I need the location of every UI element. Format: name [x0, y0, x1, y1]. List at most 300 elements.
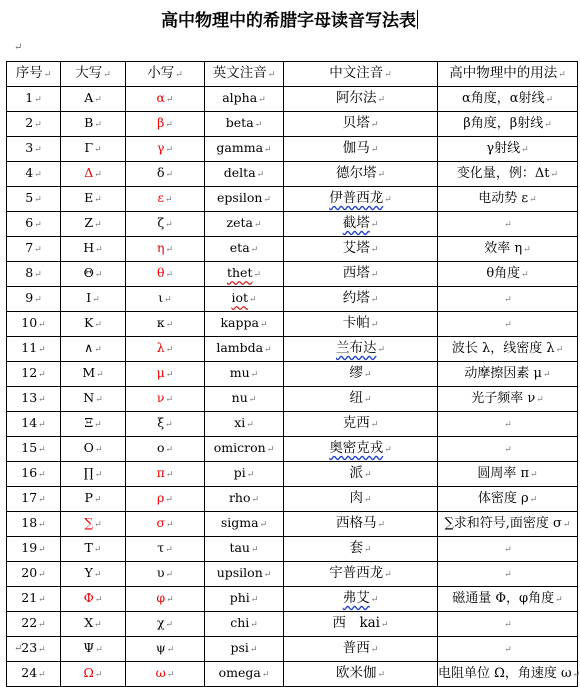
cell-number: [7, 512, 61, 537]
table-row: [7, 537, 578, 562]
cell-paragraph-mark: ↵: [264, 345, 272, 355]
cell-usage: [438, 487, 578, 512]
cell-lowercase: [126, 437, 205, 462]
text-cursor: [417, 10, 418, 29]
paragraph-mark: ↵: [14, 42, 23, 53]
cell-usage: [438, 437, 578, 462]
cell-usage: [438, 587, 578, 612]
cell-english-text: zeta: [226, 215, 253, 230]
cell-paragraph-mark: ↵: [94, 195, 102, 205]
cell-number: [7, 487, 61, 512]
cell-lowercase: [126, 287, 205, 312]
cell-chinese-text: 普西: [342, 640, 370, 656]
cell-paragraph-mark: ↵: [94, 345, 102, 355]
cell-chinese: [284, 87, 438, 112]
cell-uppercase-text: ∑: [84, 515, 94, 530]
cell-number: [7, 137, 61, 162]
cell-english-text: chi: [230, 615, 250, 630]
cell-english: [205, 412, 284, 437]
cell-number: [7, 287, 61, 312]
table-row: [7, 137, 578, 162]
table-row: [7, 187, 578, 212]
table-row: [7, 87, 578, 112]
table-row: [7, 287, 578, 312]
cell-english: [205, 387, 284, 412]
cell-english-text: rho: [228, 490, 251, 505]
cell-lowercase: [126, 87, 205, 112]
cell-number: [7, 112, 61, 137]
cell-lowercase-text: φ: [156, 590, 166, 605]
cell-paragraph-mark: ↵: [94, 595, 103, 605]
cell-lowercase-text: λ: [156, 340, 165, 355]
cell-chinese: [284, 312, 438, 337]
cell-paragraph-mark: ↵: [38, 445, 46, 455]
table-row: [7, 362, 578, 387]
cell-lowercase-text: χ: [156, 615, 165, 630]
cell-paragraph-mark: ↵: [504, 569, 512, 580]
cell-paragraph-mark: ↵: [94, 95, 102, 105]
cell-lowercase: [126, 262, 205, 287]
cell-number-text: 3: [25, 140, 34, 155]
cell-uppercase: [61, 512, 126, 537]
cell-paragraph-mark: ↵: [165, 120, 173, 130]
cell-chinese-text: 约塔: [342, 290, 370, 306]
cell-paragraph-mark: ↵: [377, 170, 386, 180]
cell-uppercase: [61, 212, 126, 237]
cell-paragraph-mark: ↵: [363, 370, 372, 380]
cell-english: [205, 362, 284, 387]
cell-usage-text: 光子频率 ν: [471, 390, 536, 406]
cell-number: [7, 262, 61, 287]
cell-uppercase-text: Ψ: [83, 640, 95, 655]
cell-paragraph-mark: ↵: [34, 95, 42, 105]
cell-number-text: 16: [21, 465, 38, 480]
cell-english-text: alpha: [222, 90, 258, 105]
cell-english: [205, 112, 284, 137]
cell-english: [205, 462, 284, 487]
cell-paragraph-mark: ↵: [92, 295, 100, 305]
cell-lowercase: [126, 587, 205, 612]
cell-paragraph-mark: ↵: [95, 395, 103, 405]
cell-number-text: 10: [21, 315, 38, 330]
cell-paragraph-mark: ↵: [544, 119, 552, 130]
cell-paragraph-mark: ↵: [165, 370, 174, 380]
cell-english: [205, 137, 284, 162]
cell-usage-text: 效率 η: [484, 240, 523, 256]
cell-uppercase-text: ∏: [83, 465, 94, 480]
cell-paragraph-mark: ↵: [93, 495, 102, 505]
cell-usage: [438, 662, 578, 687]
cell-lowercase: [126, 212, 205, 237]
cell-lowercase: [126, 387, 205, 412]
cell-english: [205, 262, 284, 287]
table-row: [7, 562, 578, 587]
cell-english: [205, 212, 284, 237]
cell-number: [7, 187, 61, 212]
cell-paragraph-mark: ↵: [562, 519, 571, 530]
cell-paragraph-mark: ↵: [504, 419, 512, 430]
cell-lowercase-text: ι: [158, 290, 164, 305]
cell-paragraph-mark: ↵: [266, 445, 275, 455]
cell-paragraph-mark: ↵: [249, 295, 257, 305]
cell-paragraph-mark: ↵: [248, 395, 257, 405]
cell-english-text: pi: [233, 465, 246, 480]
cell-paragraph-mark: ↵: [165, 445, 174, 455]
cell-paragraph-mark: ↵: [263, 195, 271, 205]
cell-number: [7, 662, 61, 687]
cell-usage: [438, 462, 578, 487]
cell-lowercase: [126, 512, 205, 537]
cell-number-text: 13: [21, 390, 38, 405]
cell-lowercase: [126, 637, 205, 662]
cell-uppercase: [61, 612, 126, 637]
cell-english: [205, 312, 284, 337]
cell-paragraph-mark: ↵: [165, 220, 173, 230]
cell-paragraph-mark: ↵: [536, 394, 544, 405]
cell-paragraph-mark: ↵: [165, 395, 174, 405]
cell-paragraph-mark: ↵: [253, 270, 262, 280]
cell-lowercase-text: ξ: [157, 415, 165, 430]
cell-lowercase-text: τ: [157, 540, 165, 555]
cell-usage-text: θ角度: [486, 265, 521, 281]
cell-english: [205, 562, 284, 587]
cell-paragraph-mark: ↵: [38, 345, 46, 355]
cell-paragraph-mark: ↵: [94, 670, 103, 680]
cell-number: [7, 312, 61, 337]
cell-usage: [438, 637, 578, 662]
cell-number-text: 4: [25, 165, 34, 180]
cell-chinese: [284, 337, 438, 362]
table-row: [7, 262, 578, 287]
cell-paragraph-mark: ↵: [165, 345, 174, 355]
cell-number-text: 2: [25, 115, 34, 130]
cell-number-text: 19: [21, 540, 38, 555]
cell-paragraph-mark: ↵: [381, 620, 389, 630]
cell-lowercase-text: σ: [156, 515, 165, 530]
cell-paragraph-mark: ↵: [256, 170, 265, 180]
table-row: [7, 437, 578, 462]
cell-english: [205, 487, 284, 512]
cell-number-text: 14: [21, 415, 38, 430]
cell-uppercase-text: Υ: [84, 565, 93, 580]
cell-paragraph-mark: ↵: [34, 270, 42, 280]
cell-number-text: 18: [21, 515, 38, 530]
header-cell-upper: 大写↵: [61, 62, 126, 87]
cell-english: [205, 287, 284, 312]
cell-chinese: [284, 212, 438, 237]
cell-usage-text: β角度，β射线: [463, 115, 544, 131]
cell-number-text: 20: [21, 565, 38, 580]
cell-chinese: [284, 537, 438, 562]
cell-uppercase: [61, 362, 126, 387]
cell-uppercase-text: Β: [84, 115, 94, 130]
cell-paragraph-mark: ↵: [95, 245, 103, 255]
cell-paragraph-mark: ↵: [261, 670, 270, 680]
cell-lowercase-text: β: [157, 115, 165, 130]
cell-paragraph-mark: ↵: [370, 295, 379, 305]
cell-usage: [438, 387, 578, 412]
cell-paragraph-mark: ↵: [96, 370, 104, 380]
cell-chinese: [284, 512, 438, 537]
cell-paragraph-mark: ↵: [259, 320, 268, 330]
cell-uppercase-text: Ξ: [84, 415, 94, 430]
table-row: [7, 337, 578, 362]
cell-paragraph-mark: ↵: [253, 220, 262, 230]
cell-chinese-text: 西塔: [342, 265, 370, 281]
cell-chinese: [284, 562, 438, 587]
cell-paragraph-mark: ↵: [165, 495, 173, 505]
cell-chinese-text: 兰布达: [335, 340, 377, 356]
cell-uppercase-text: Α: [84, 90, 94, 105]
cell-paragraph-mark: ↵: [377, 520, 386, 530]
cell-chinese: [284, 262, 438, 287]
cell-paragraph-mark: ↵: [38, 570, 46, 580]
cell-uppercase: [61, 412, 126, 437]
cell-number: [7, 462, 61, 487]
cell-paragraph-mark: ↵: [94, 470, 103, 480]
cell-paragraph-mark: ↵: [363, 395, 372, 405]
cell-english-text: mu: [229, 365, 250, 380]
cell-paragraph-mark: ↵: [38, 495, 46, 505]
cell-uppercase: [61, 137, 126, 162]
cell-chinese: [284, 412, 438, 437]
cell-chinese-text: 套: [349, 540, 363, 556]
cell-chinese: [284, 237, 438, 262]
cell-uppercase: [61, 337, 126, 362]
cell-paragraph-mark: ↵: [94, 270, 103, 280]
cell-paragraph-mark: ↵: [165, 95, 174, 105]
cell-usage: [438, 212, 578, 237]
cell-paragraph-mark: ↵: [34, 170, 42, 180]
cell-usage: [438, 337, 578, 362]
cell-usage-text: ∑求和符号,面密度 σ: [444, 515, 562, 531]
cell-paragraph-mark: ↵: [370, 270, 379, 280]
cell-chinese: [284, 112, 438, 137]
cell-uppercase-text: Ω: [83, 665, 94, 680]
cell-paragraph-mark: ↵: [38, 370, 46, 380]
cell-uppercase-text: Μ: [82, 365, 96, 380]
cell-chinese-text: 纽: [349, 390, 363, 406]
cell-paragraph-mark: ↵: [93, 570, 102, 580]
cell-paragraph-mark: ↵: [370, 420, 379, 430]
cell-number-text: 1: [25, 90, 34, 105]
cell-paragraph-mark: ↵: [543, 369, 551, 380]
table-row: [7, 387, 578, 412]
table-row: [7, 587, 578, 612]
cell-number-text: 11: [21, 340, 38, 355]
cell-paragraph-mark: ↵: [363, 495, 372, 505]
cell-lowercase: [126, 337, 205, 362]
table-row: [7, 612, 578, 637]
cell-lowercase-text: ο: [156, 440, 165, 455]
cell-usage: [438, 162, 578, 187]
cell-uppercase: [61, 537, 126, 562]
cell-paragraph-mark: ↵: [521, 144, 529, 155]
cell-paragraph-mark: ↵: [530, 469, 538, 480]
cell-uppercase-text: Δ: [84, 165, 94, 180]
cell-lowercase: [126, 162, 205, 187]
cell-usage: [438, 287, 578, 312]
cell-paragraph-mark: ↵: [377, 670, 386, 680]
cell-paragraph-mark: ↵: [264, 145, 272, 155]
cell-chinese-text: 缪: [349, 365, 363, 381]
cell-english: [205, 587, 284, 612]
cell-usage: [438, 362, 578, 387]
greek-letter-table: [6, 61, 578, 687]
cell-chinese-text: 德尔塔: [335, 165, 377, 181]
cell-chinese: [284, 437, 438, 462]
cell-number: [7, 87, 61, 112]
cell-paragraph-mark: ↵: [504, 319, 512, 330]
cell-chinese-text: 派: [349, 465, 363, 481]
header-cell-english: 英文注音↵: [205, 62, 284, 87]
cell-usage-text: α角度，α射线: [461, 90, 545, 106]
cell-lowercase: [126, 312, 205, 337]
cell-uppercase: [61, 312, 126, 337]
cell-paragraph-mark: ↵: [250, 595, 259, 605]
cell-number-text: 7: [25, 240, 34, 255]
cell-paragraph-mark: ↵: [165, 620, 174, 630]
cell-paragraph-mark: ↵: [165, 545, 173, 555]
cell-paragraph-mark: ↵: [550, 169, 559, 180]
cell-paragraph-mark: ↵: [94, 120, 102, 130]
cell-paragraph-mark: ↵: [250, 245, 259, 255]
cell-lowercase: [126, 237, 205, 262]
cell-number: [7, 337, 61, 362]
cell-paragraph-mark: ↵: [34, 145, 42, 155]
cell-english-text: delta: [223, 165, 256, 180]
cell-chinese: [284, 587, 438, 612]
cell-lowercase: [126, 612, 205, 637]
cell-uppercase-text: Θ: [83, 265, 94, 280]
cell-paragraph-mark: ↵: [164, 295, 172, 305]
cell-usage: [438, 512, 578, 537]
cell-paragraph-mark: ↵: [166, 595, 174, 605]
cell-lowercase-text: θ: [156, 265, 165, 280]
cell-paragraph-mark: ↵: [246, 420, 254, 430]
cell-paragraph-mark: ↵: [504, 294, 512, 305]
cell-paragraph-mark: ↵: [94, 620, 102, 630]
cell-uppercase: [61, 562, 126, 587]
cell-paragraph-mark: ↵: [38, 470, 46, 480]
cell-paragraph-mark: ↵: [38, 420, 46, 430]
cell-paragraph-mark: ↵: [94, 145, 102, 155]
cell-uppercase: [61, 462, 126, 487]
cell-usage: [438, 112, 578, 137]
cell-usage-text: γ射线: [486, 140, 521, 156]
cell-english-text: nu: [231, 390, 248, 405]
cell-lowercase: [126, 487, 205, 512]
cell-paragraph-mark: ↵: [38, 670, 46, 680]
cell-paragraph-mark: ↵: [94, 170, 102, 180]
cell-english-text: xi: [234, 415, 246, 430]
cell-lowercase-text: ψ: [155, 640, 166, 655]
cell-chinese: [284, 637, 438, 662]
cell-lowercase-text: γ: [156, 140, 165, 155]
cell-paragraph-mark: ↵: [555, 344, 564, 355]
cell-chinese-text: 克西: [342, 415, 370, 431]
cell-number: [7, 362, 61, 387]
cell-paragraph-mark: ↵: [258, 95, 266, 105]
cell-chinese: [284, 387, 438, 412]
cell-lowercase: [126, 362, 205, 387]
cell-uppercase: [61, 162, 126, 187]
cell-paragraph-mark: ↵: [166, 645, 175, 655]
header-cell-no: 序号↵: [7, 62, 61, 87]
cell-paragraph-mark: ↵: [165, 570, 174, 580]
cell-paragraph-mark: ↵: [370, 145, 379, 155]
cell-uppercase-text: Ε: [84, 190, 94, 205]
cell-english-text: gamma: [216, 140, 264, 155]
cell-english-text: tau: [229, 540, 250, 555]
cell-english-text: omicron: [213, 440, 266, 455]
cell-paragraph-mark: ↵: [370, 245, 379, 255]
cell-english-text: upsilon: [216, 565, 263, 580]
cell-uppercase-text: Τ: [84, 540, 93, 555]
cell-usage-text: 圆周率 π: [477, 465, 530, 481]
cell-paragraph-mark: ↵: [166, 670, 175, 680]
cell-usage: [438, 87, 578, 112]
cell-paragraph-mark: ↵: [504, 444, 512, 455]
cell-usage: [438, 137, 578, 162]
cell-uppercase: [61, 662, 126, 687]
cell-chinese-text: 艾塔: [342, 240, 370, 256]
cell-number-text: 9: [25, 290, 34, 305]
cell-paragraph-mark: ↵: [93, 545, 102, 555]
cell-lowercase: [126, 537, 205, 562]
cell-paragraph-mark: ↵: [529, 194, 537, 205]
cell-lowercase-text: δ: [156, 165, 165, 180]
cell-usage: [438, 562, 578, 587]
cell-chinese-text: 伽马: [342, 140, 370, 156]
cell-usage: [438, 412, 578, 437]
cell-chinese: [284, 612, 438, 637]
cell-paragraph-mark: ↵: [95, 645, 103, 655]
header-cell-lower: 小写↵: [126, 62, 205, 87]
cell-english: [205, 187, 284, 212]
cell-paragraph-mark: ↵: [34, 245, 42, 255]
cell-english-text: epsilon: [217, 190, 263, 205]
cell-paragraph-mark: ↵: [504, 644, 512, 655]
cell-lowercase-text: ν: [156, 390, 165, 405]
cell-number: [7, 612, 61, 637]
cell-english: [205, 337, 284, 362]
cell-chinese: [284, 137, 438, 162]
table-row: [7, 512, 578, 537]
table-row: [7, 662, 578, 687]
cell-uppercase: [61, 287, 126, 312]
cell-uppercase: [61, 637, 126, 662]
cell-uppercase: [61, 112, 126, 137]
table-row: [7, 637, 578, 662]
cell-usage: [438, 237, 578, 262]
cell-paragraph-mark: ↵: [529, 494, 538, 505]
cell-paragraph-mark: ↵: [377, 345, 386, 355]
cell-paragraph-mark: ↵: [370, 645, 379, 655]
cell-paragraph-mark: ↵: [545, 94, 554, 105]
cell-uppercase-text: Ι: [86, 290, 92, 305]
header-row: [7, 62, 578, 87]
cell-english: [205, 612, 284, 637]
cell-paragraph-mark: ↵: [504, 544, 512, 555]
cell-paragraph-mark: ↵: [370, 595, 379, 605]
cell-english: [205, 512, 284, 537]
cell-paragraph-mark: ↵: [166, 520, 174, 530]
cell-number-text: 21: [21, 590, 38, 605]
cell-usage-text: 动摩擦因素 μ: [464, 365, 543, 381]
cell-paragraph-mark: ↵: [363, 470, 372, 480]
table-row: [7, 212, 578, 237]
